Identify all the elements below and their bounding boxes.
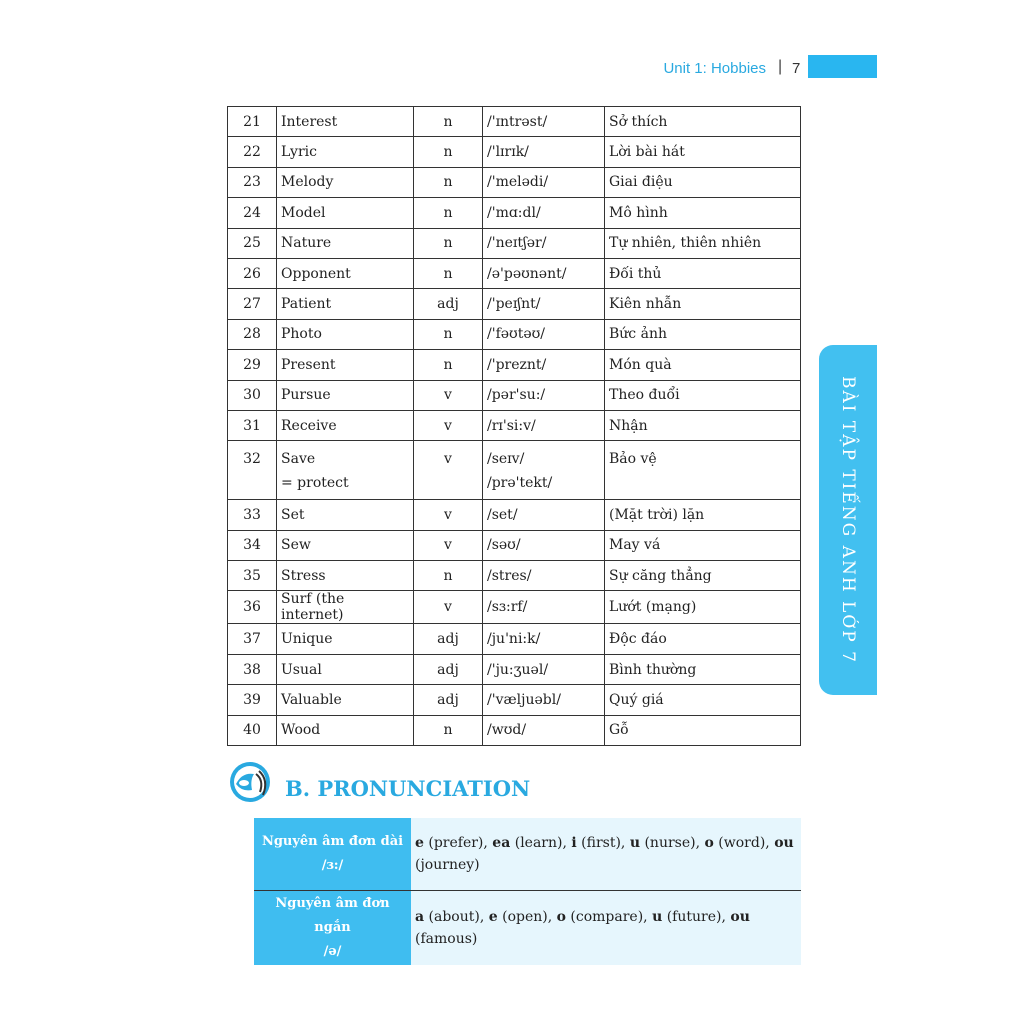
phonetic-cell xyxy=(483,289,605,319)
row-number xyxy=(228,715,277,745)
vowel-name: Nguyên âm đơn dài xyxy=(261,834,404,849)
row-number xyxy=(228,198,277,228)
cell-text: n xyxy=(443,567,453,584)
cell-text: 31 xyxy=(243,417,261,434)
spelling: i xyxy=(571,835,577,851)
cell-text: Quý giá xyxy=(609,691,664,708)
cell-text: Interest xyxy=(281,113,338,130)
cell-text: Gỗ xyxy=(609,722,629,739)
table-row xyxy=(228,500,801,530)
cell-text: Độc đáo xyxy=(609,631,667,648)
row-number xyxy=(228,350,277,380)
word-cell xyxy=(277,228,414,258)
part-of-speech-cell xyxy=(414,624,483,654)
cell-text: /'lɪrɪk/ xyxy=(487,144,529,161)
pronunciation-row xyxy=(254,818,801,891)
word-cell xyxy=(277,410,414,440)
table-row xyxy=(228,410,801,440)
cell-text: /wʊd/ xyxy=(487,722,527,739)
row-number xyxy=(228,624,277,654)
cell-text: Món quà xyxy=(609,356,672,373)
cell-text: Stress xyxy=(281,567,326,584)
cell-text: v xyxy=(444,387,452,404)
side-tab xyxy=(819,345,877,695)
table-row xyxy=(228,198,801,228)
cell-text: n xyxy=(443,204,453,221)
cell-text: adj xyxy=(437,661,459,678)
word-cell xyxy=(277,500,414,530)
cell-text: n xyxy=(443,144,453,161)
cell-text: Pursue xyxy=(281,387,331,404)
cell-text: /səʊ/ xyxy=(487,537,521,554)
cell-text: 21 xyxy=(243,113,261,130)
meaning-cell xyxy=(605,258,801,288)
cell-text: Theo đuổi xyxy=(609,387,680,404)
word-cell xyxy=(277,685,414,715)
cell-text: 34 xyxy=(243,537,261,554)
cell-text: /ə'pəʊnənt/ xyxy=(487,265,567,282)
vowel-symbol: /ə/ xyxy=(323,944,342,959)
word-cell xyxy=(277,258,414,288)
cell-text: 24 xyxy=(243,204,261,221)
cell-text: Present xyxy=(281,356,336,373)
row-number xyxy=(228,441,277,500)
cell-text: Sự căng thẳng xyxy=(609,567,712,584)
spelling: ou xyxy=(730,909,750,925)
meaning-cell xyxy=(605,167,801,197)
cell-text: 32 xyxy=(243,451,261,468)
phonetic-cell xyxy=(483,167,605,197)
word-cell xyxy=(277,167,414,197)
row-number xyxy=(228,591,277,624)
row-number xyxy=(228,500,277,530)
phonetic-cell xyxy=(483,441,605,500)
cell-text: /'mɑ:dl/ xyxy=(487,204,541,221)
meaning-cell xyxy=(605,228,801,258)
phonetic-cell xyxy=(483,137,605,167)
pronunciation-title: B. PRONUNCIATION xyxy=(285,776,531,801)
row-number xyxy=(228,319,277,349)
cell-text: /sɜ:rf/ xyxy=(487,599,528,616)
example-word: (open), xyxy=(497,909,557,925)
phonetic-cell xyxy=(483,624,605,654)
meaning-cell xyxy=(605,289,801,319)
cell-text: n xyxy=(443,326,453,343)
word-cell xyxy=(277,319,414,349)
cell-text: 38 xyxy=(243,661,261,678)
cell-text: Kiên nhẫn xyxy=(609,296,682,313)
word-cell xyxy=(277,350,414,380)
phonetic-cell xyxy=(483,591,605,624)
cell-text: 22 xyxy=(243,144,261,161)
cell-text: n xyxy=(443,722,453,739)
cell-text: Melody xyxy=(281,174,334,191)
phonetic-cell xyxy=(483,198,605,228)
cell-text: 35 xyxy=(243,567,261,584)
cell-text: v xyxy=(444,417,452,434)
cell-text: v xyxy=(444,451,452,468)
cell-text: 26 xyxy=(243,265,261,282)
part-of-speech-cell xyxy=(414,198,483,228)
part-of-speech-cell xyxy=(414,654,483,684)
cell-text: /'ju:ʒuəl/ xyxy=(487,661,549,678)
pronunciation-row xyxy=(254,891,801,966)
cell-text: 37 xyxy=(243,631,261,648)
phonetic-cell xyxy=(483,561,605,591)
spelling: e xyxy=(415,835,424,851)
spelling: o xyxy=(556,909,566,925)
cell-text: Giai điệu xyxy=(609,174,673,191)
meaning-cell xyxy=(605,441,801,500)
cell-text: Mô hình xyxy=(609,204,668,221)
word-cell xyxy=(277,715,414,745)
meaning-cell xyxy=(605,530,801,560)
cell-text: 40 xyxy=(243,722,261,739)
part-of-speech-cell xyxy=(414,441,483,500)
spelling: o xyxy=(704,835,714,851)
meaning-cell xyxy=(605,198,801,228)
cell-text: adj xyxy=(437,631,459,648)
cell-text: /'melədi/ xyxy=(487,174,549,191)
table-row xyxy=(228,258,801,288)
phonetic-cell xyxy=(483,107,605,137)
row-number xyxy=(228,530,277,560)
cell-text: Bình thường xyxy=(609,661,697,678)
example-word: (nurse), xyxy=(640,835,705,851)
cell-text: n xyxy=(443,113,453,130)
part-of-speech-cell xyxy=(414,685,483,715)
cell-text: Nature xyxy=(281,235,332,252)
cell-text: adj xyxy=(437,691,459,708)
cell-text: 39 xyxy=(243,691,261,708)
cell-text: (Mặt trời) lặn xyxy=(609,506,705,523)
header-title: Unit 1: Hobbies xyxy=(663,60,766,77)
page-number: 7 xyxy=(792,60,801,77)
cell-text: v xyxy=(444,599,452,616)
cell-text: n xyxy=(443,235,453,252)
cell-text: /seɪv/ xyxy=(487,451,525,468)
cell-text: Bảo vệ xyxy=(609,451,657,468)
word-cell xyxy=(277,530,414,560)
part-of-speech-cell xyxy=(414,289,483,319)
cell-text: Nhận xyxy=(609,417,648,434)
cell-text: /ju'ni:k/ xyxy=(487,631,541,648)
row-number xyxy=(228,289,277,319)
table-row xyxy=(228,107,801,137)
example-word: (compare), xyxy=(565,909,653,925)
cell-text: Patient xyxy=(281,296,332,313)
example-word: (word), xyxy=(713,835,775,851)
side-tab-text: BÀI TẬP TIẾNG ANH LỚP 7 xyxy=(838,376,858,664)
table-row xyxy=(228,137,801,167)
cell-text: n xyxy=(443,265,453,282)
cell-text: Unique xyxy=(281,631,333,648)
vowel-label xyxy=(254,818,411,891)
phonetic-cell xyxy=(483,380,605,410)
table-row xyxy=(228,289,801,319)
cell-text: Model xyxy=(281,204,326,221)
phonetic-cell xyxy=(483,530,605,560)
part-of-speech-cell xyxy=(414,137,483,167)
table-row xyxy=(228,561,801,591)
word-cell xyxy=(277,289,414,319)
cell-text: 30 xyxy=(243,387,261,404)
meaning-cell xyxy=(605,319,801,349)
word-cell xyxy=(277,654,414,684)
cell-text: /'preznt/ xyxy=(487,356,547,373)
phonetic-cell xyxy=(483,685,605,715)
pronunciation-table xyxy=(254,818,801,965)
cell-text: Photo xyxy=(281,326,322,343)
cell-text: n xyxy=(443,174,453,191)
row-number xyxy=(228,410,277,440)
header-accent-bar xyxy=(808,55,877,78)
table-row xyxy=(228,654,801,684)
word-cell xyxy=(277,624,414,654)
example-word: (journey) xyxy=(415,857,480,873)
header-separator: | xyxy=(778,58,783,75)
cell-text: May vá xyxy=(609,537,661,554)
cell-text: Sew xyxy=(281,537,311,554)
vocabulary-table xyxy=(227,106,801,746)
row-number xyxy=(228,258,277,288)
vowel-symbol: /ɜ:/ xyxy=(321,858,344,873)
cell-text: v xyxy=(444,506,452,523)
part-of-speech-cell xyxy=(414,107,483,137)
part-of-speech-cell xyxy=(414,228,483,258)
row-number xyxy=(228,561,277,591)
part-of-speech-cell xyxy=(414,258,483,288)
example-word: (future), xyxy=(662,909,731,925)
part-of-speech-cell xyxy=(414,561,483,591)
vowel-name: Nguyên âm đơn ngắn xyxy=(275,896,390,935)
part-of-speech-cell xyxy=(414,410,483,440)
cell-text: Đối thủ xyxy=(609,265,662,282)
row-number xyxy=(228,137,277,167)
table-row xyxy=(228,530,801,560)
phonetic-cell xyxy=(483,654,605,684)
spelling: u xyxy=(652,909,663,925)
table-row xyxy=(228,350,801,380)
table-row xyxy=(228,591,801,624)
table-row xyxy=(228,715,801,745)
word-cell xyxy=(277,591,414,624)
cell-text: /'peɪʃnt/ xyxy=(487,296,541,313)
cell-text: 33 xyxy=(243,506,261,523)
part-of-speech-cell xyxy=(414,167,483,197)
phonetic-cell xyxy=(483,500,605,530)
meaning-cell xyxy=(605,137,801,167)
cell-text: 28 xyxy=(243,326,261,343)
example-word: (about), xyxy=(424,909,489,925)
cell-text: Lướt (mạng) xyxy=(609,599,697,616)
meaning-cell xyxy=(605,107,801,137)
row-number xyxy=(228,654,277,684)
word-cell xyxy=(277,137,414,167)
cell-text: adj xyxy=(437,296,459,313)
cell-text: Lời bài hát xyxy=(609,144,685,161)
part-of-speech-cell xyxy=(414,319,483,349)
phonetic-cell xyxy=(483,228,605,258)
table-row xyxy=(228,319,801,349)
phonetic-cell xyxy=(483,258,605,288)
part-of-speech-cell xyxy=(414,380,483,410)
row-number xyxy=(228,167,277,197)
table-row xyxy=(228,167,801,197)
cell-text: Sở thích xyxy=(609,113,668,130)
meaning-cell xyxy=(605,380,801,410)
vowel-examples xyxy=(411,818,801,891)
phonetic-cell xyxy=(483,350,605,380)
meaning-cell xyxy=(605,654,801,684)
meaning-cell xyxy=(605,410,801,440)
meaning-cell xyxy=(605,561,801,591)
cell-text: 25 xyxy=(243,235,261,252)
row-number xyxy=(228,228,277,258)
cell-text: 36 xyxy=(243,599,261,616)
cell-text: /'fəʊtəʊ/ xyxy=(487,326,546,343)
cell-text: /'væljuəbl/ xyxy=(487,691,561,708)
part-of-speech-cell xyxy=(414,530,483,560)
word-cell xyxy=(277,441,414,500)
cell-text: = protect xyxy=(281,475,349,492)
word-cell xyxy=(277,561,414,591)
example-word: (first), xyxy=(576,835,630,851)
vowel-label xyxy=(254,891,411,966)
part-of-speech-cell xyxy=(414,350,483,380)
cell-text: 23 xyxy=(243,174,261,191)
phonetic-cell xyxy=(483,319,605,349)
example-word: (famous) xyxy=(415,931,478,947)
word-cell xyxy=(277,198,414,228)
cell-text: Lyric xyxy=(281,144,317,161)
table-row xyxy=(228,624,801,654)
part-of-speech-cell xyxy=(414,500,483,530)
cell-text: n xyxy=(443,356,453,373)
spelling: u xyxy=(629,835,641,851)
meaning-cell xyxy=(605,350,801,380)
cell-text: Tự nhiên, thiên nhiên xyxy=(609,235,762,252)
cell-text: 27 xyxy=(243,296,261,313)
table-row xyxy=(228,441,801,500)
cell-text: /prə'tekt/ xyxy=(487,475,553,492)
cell-text: Set xyxy=(281,506,305,523)
cell-text: Valuable xyxy=(281,691,342,708)
cell-text: Save xyxy=(281,451,316,468)
meaning-cell xyxy=(605,500,801,530)
spelling: a xyxy=(415,909,425,925)
cell-text: /'ɪntrəst/ xyxy=(487,113,548,130)
meaning-cell xyxy=(605,715,801,745)
cell-text: Surf (the internet) xyxy=(281,591,345,624)
cell-text: 29 xyxy=(243,356,261,373)
phonetic-cell xyxy=(483,715,605,745)
part-of-speech-cell xyxy=(414,715,483,745)
table-row xyxy=(228,380,801,410)
meaning-cell xyxy=(605,624,801,654)
cell-text: /pər'su:/ xyxy=(487,387,546,404)
word-cell xyxy=(277,380,414,410)
cell-text: /'neɪtʃər/ xyxy=(487,235,547,252)
cell-text: Opponent xyxy=(281,265,351,282)
cell-text: /stres/ xyxy=(487,567,532,584)
cell-text: Usual xyxy=(281,661,322,678)
meaning-cell xyxy=(605,591,801,624)
cell-text: /rɪ'si:v/ xyxy=(487,417,536,434)
table-row xyxy=(228,228,801,258)
table-row xyxy=(228,685,801,715)
vowel-examples xyxy=(411,891,801,966)
phonetic-cell xyxy=(483,410,605,440)
cell-text: v xyxy=(444,537,452,554)
spelling: e xyxy=(488,909,498,925)
spelling: ea xyxy=(492,835,511,851)
cell-text: /set/ xyxy=(487,506,518,523)
example-word: (learn), xyxy=(510,835,572,851)
row-number xyxy=(228,380,277,410)
row-number xyxy=(228,107,277,137)
cell-text: Wood xyxy=(281,722,321,739)
example-word: (prefer), xyxy=(423,835,493,851)
part-of-speech-cell xyxy=(414,591,483,624)
cell-text: Bức ảnh xyxy=(609,326,667,343)
row-number xyxy=(228,685,277,715)
headphones-icon xyxy=(228,760,272,804)
meaning-cell xyxy=(605,685,801,715)
cell-text: Receive xyxy=(281,417,337,434)
word-cell xyxy=(277,107,414,137)
spelling: ou xyxy=(774,835,794,851)
